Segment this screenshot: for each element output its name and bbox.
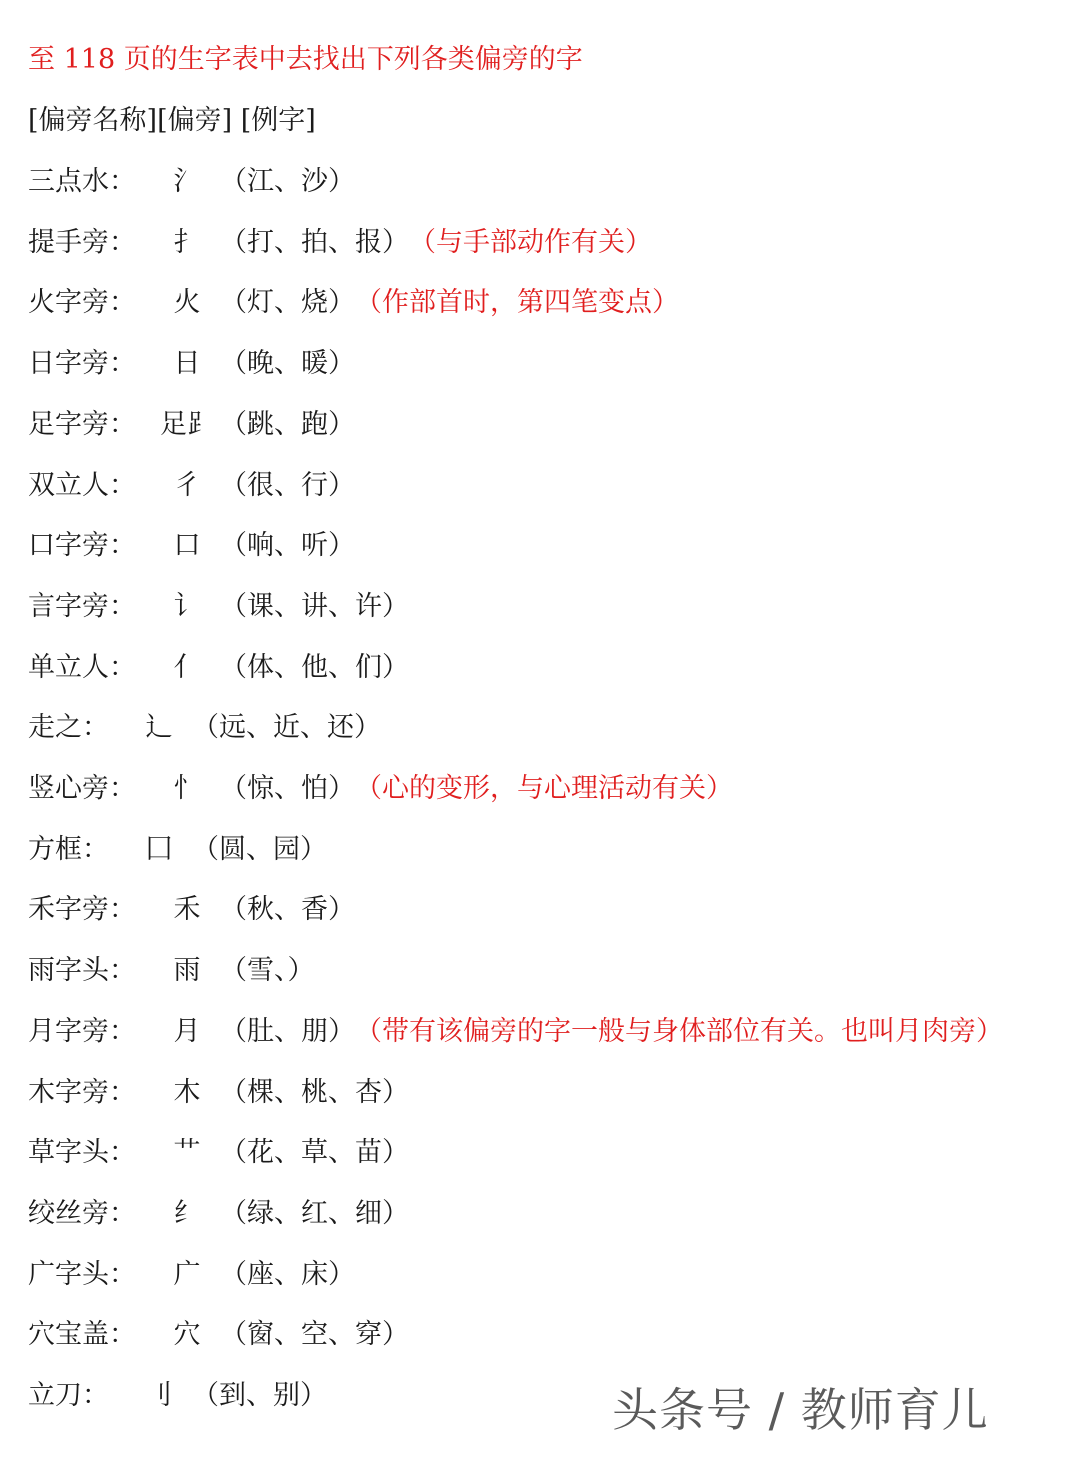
- example-characters: （灯、烧）: [220, 287, 355, 318]
- radical-row: [28, 892, 355, 928]
- radical-glyph: 艹: [173, 1137, 201, 1168]
- example-characters: （座、床）: [220, 1259, 355, 1290]
- radical-name: 走之：: [28, 712, 109, 743]
- example-characters: （秋、香）: [220, 894, 355, 925]
- radical-glyph: 讠: [173, 591, 201, 622]
- example-characters: （绿、红、细）: [220, 1198, 409, 1229]
- radical-row: [28, 1196, 409, 1232]
- radical-row: [28, 1135, 409, 1171]
- radical-row: [28, 285, 679, 321]
- radical-row: [28, 1075, 409, 1111]
- example-characters: （跳、跑）: [220, 409, 355, 440]
- radical-row: [28, 1317, 409, 1353]
- radical-row: [28, 710, 381, 746]
- example-characters: （江、沙）: [220, 166, 355, 197]
- radical-name: 广字头：: [28, 1259, 136, 1290]
- radical-note: （与手部动作有关）: [409, 227, 652, 258]
- radical-name: 月字旁：: [28, 1016, 136, 1047]
- example-characters: （远、近、还）: [192, 712, 381, 743]
- radical-row: [28, 1014, 1003, 1050]
- radical-glyph: 纟: [173, 1198, 201, 1229]
- example-characters: （体、他、们）: [220, 652, 409, 683]
- radical-name: 日字旁：: [28, 348, 136, 379]
- radical-name: 足字旁：: [28, 409, 136, 440]
- radical-row: [28, 832, 327, 868]
- radical-glyph: 亻: [173, 652, 201, 683]
- radical-glyph: 日: [173, 348, 201, 379]
- radical-row: [28, 953, 315, 989]
- radical-row: [28, 468, 355, 504]
- radical-note: （带有该偏旁的字一般与身体部位有关。也叫月肉旁）: [355, 1016, 1003, 1047]
- radical-row: [28, 407, 355, 443]
- radical-glyph: 足⻊: [160, 409, 214, 440]
- radical-name: 竖心旁：: [28, 773, 136, 804]
- radical-row: [28, 528, 355, 564]
- radical-row: [28, 650, 409, 686]
- radical-row: [28, 164, 355, 200]
- radical-glyph: 穴: [173, 1319, 201, 1350]
- radical-glyph: 氵: [173, 166, 201, 197]
- example-characters: （圆、园）: [192, 834, 327, 865]
- radical-name: 双立人：: [28, 470, 136, 501]
- radical-glyph: 口: [173, 530, 201, 561]
- radical-glyph: 辶: [145, 712, 173, 743]
- radical-name: 穴宝盖：: [28, 1319, 136, 1350]
- radical-row: [28, 346, 355, 382]
- radical-name: 绞丝旁：: [28, 1198, 136, 1229]
- example-characters: （花、草、苗）: [220, 1137, 409, 1168]
- radical-name: 木字旁：: [28, 1077, 136, 1108]
- radical-row: [28, 771, 733, 807]
- column-header: [偏旁名称][偏旁] [例字]: [28, 105, 316, 136]
- radical-row: [28, 589, 409, 625]
- radical-glyph: 广: [173, 1259, 201, 1290]
- radical-name: 火字旁：: [28, 287, 136, 318]
- page-title: 至 118 页的生字表中去找出下列各类偏旁的字: [28, 44, 583, 75]
- radical-note: （心的变形，与心理活动有关）: [355, 773, 733, 804]
- radical-glyph: 禾: [173, 894, 201, 925]
- radical-glyph: 月: [173, 1016, 201, 1047]
- example-characters: （惊、怕）: [220, 773, 355, 804]
- example-characters: （肚、朋）: [220, 1016, 355, 1047]
- radical-glyph: 彳: [173, 470, 201, 501]
- example-characters: （打、拍、报）: [220, 227, 409, 258]
- radical-name: 言字旁：: [28, 591, 136, 622]
- radical-glyph: 雨: [173, 955, 201, 986]
- example-characters: （晚、暖）: [220, 348, 355, 379]
- radical-glyph: 忄: [173, 773, 201, 804]
- example-characters: （到、别）: [192, 1380, 327, 1411]
- radical-glyph: 囗: [145, 834, 173, 865]
- example-characters: （课、讲、许）: [220, 591, 409, 622]
- radical-name: 口字旁：: [28, 530, 136, 561]
- radical-name: 方框：: [28, 834, 109, 865]
- radical-row: [28, 225, 652, 261]
- example-characters: （很、行）: [220, 470, 355, 501]
- radical-name: 三点水：: [28, 166, 136, 197]
- radical-glyph: 木: [173, 1077, 201, 1108]
- radical-glyph: 扌: [173, 227, 201, 258]
- radical-glyph: 刂: [145, 1380, 173, 1411]
- example-characters: （棵、桃、杏）: [220, 1077, 409, 1108]
- example-characters: （雪、）: [220, 955, 315, 986]
- watermark: 头条号 / 教师育儿: [612, 1383, 989, 1437]
- radical-row: [28, 1257, 355, 1293]
- radical-glyph: 火: [173, 287, 201, 318]
- radical-name: 提手旁：: [28, 227, 136, 258]
- radical-name: 立刀：: [28, 1380, 109, 1411]
- example-characters: （窗、空、穿）: [220, 1319, 409, 1350]
- example-characters: （响、听）: [220, 530, 355, 561]
- radical-row: [28, 1378, 327, 1414]
- radical-note: （作部首时，第四笔变点）: [355, 287, 679, 318]
- radical-name: 禾字旁：: [28, 894, 136, 925]
- radical-name: 雨字头：: [28, 955, 136, 986]
- radical-name: 单立人：: [28, 652, 136, 683]
- radical-name: 草字头：: [28, 1137, 136, 1168]
